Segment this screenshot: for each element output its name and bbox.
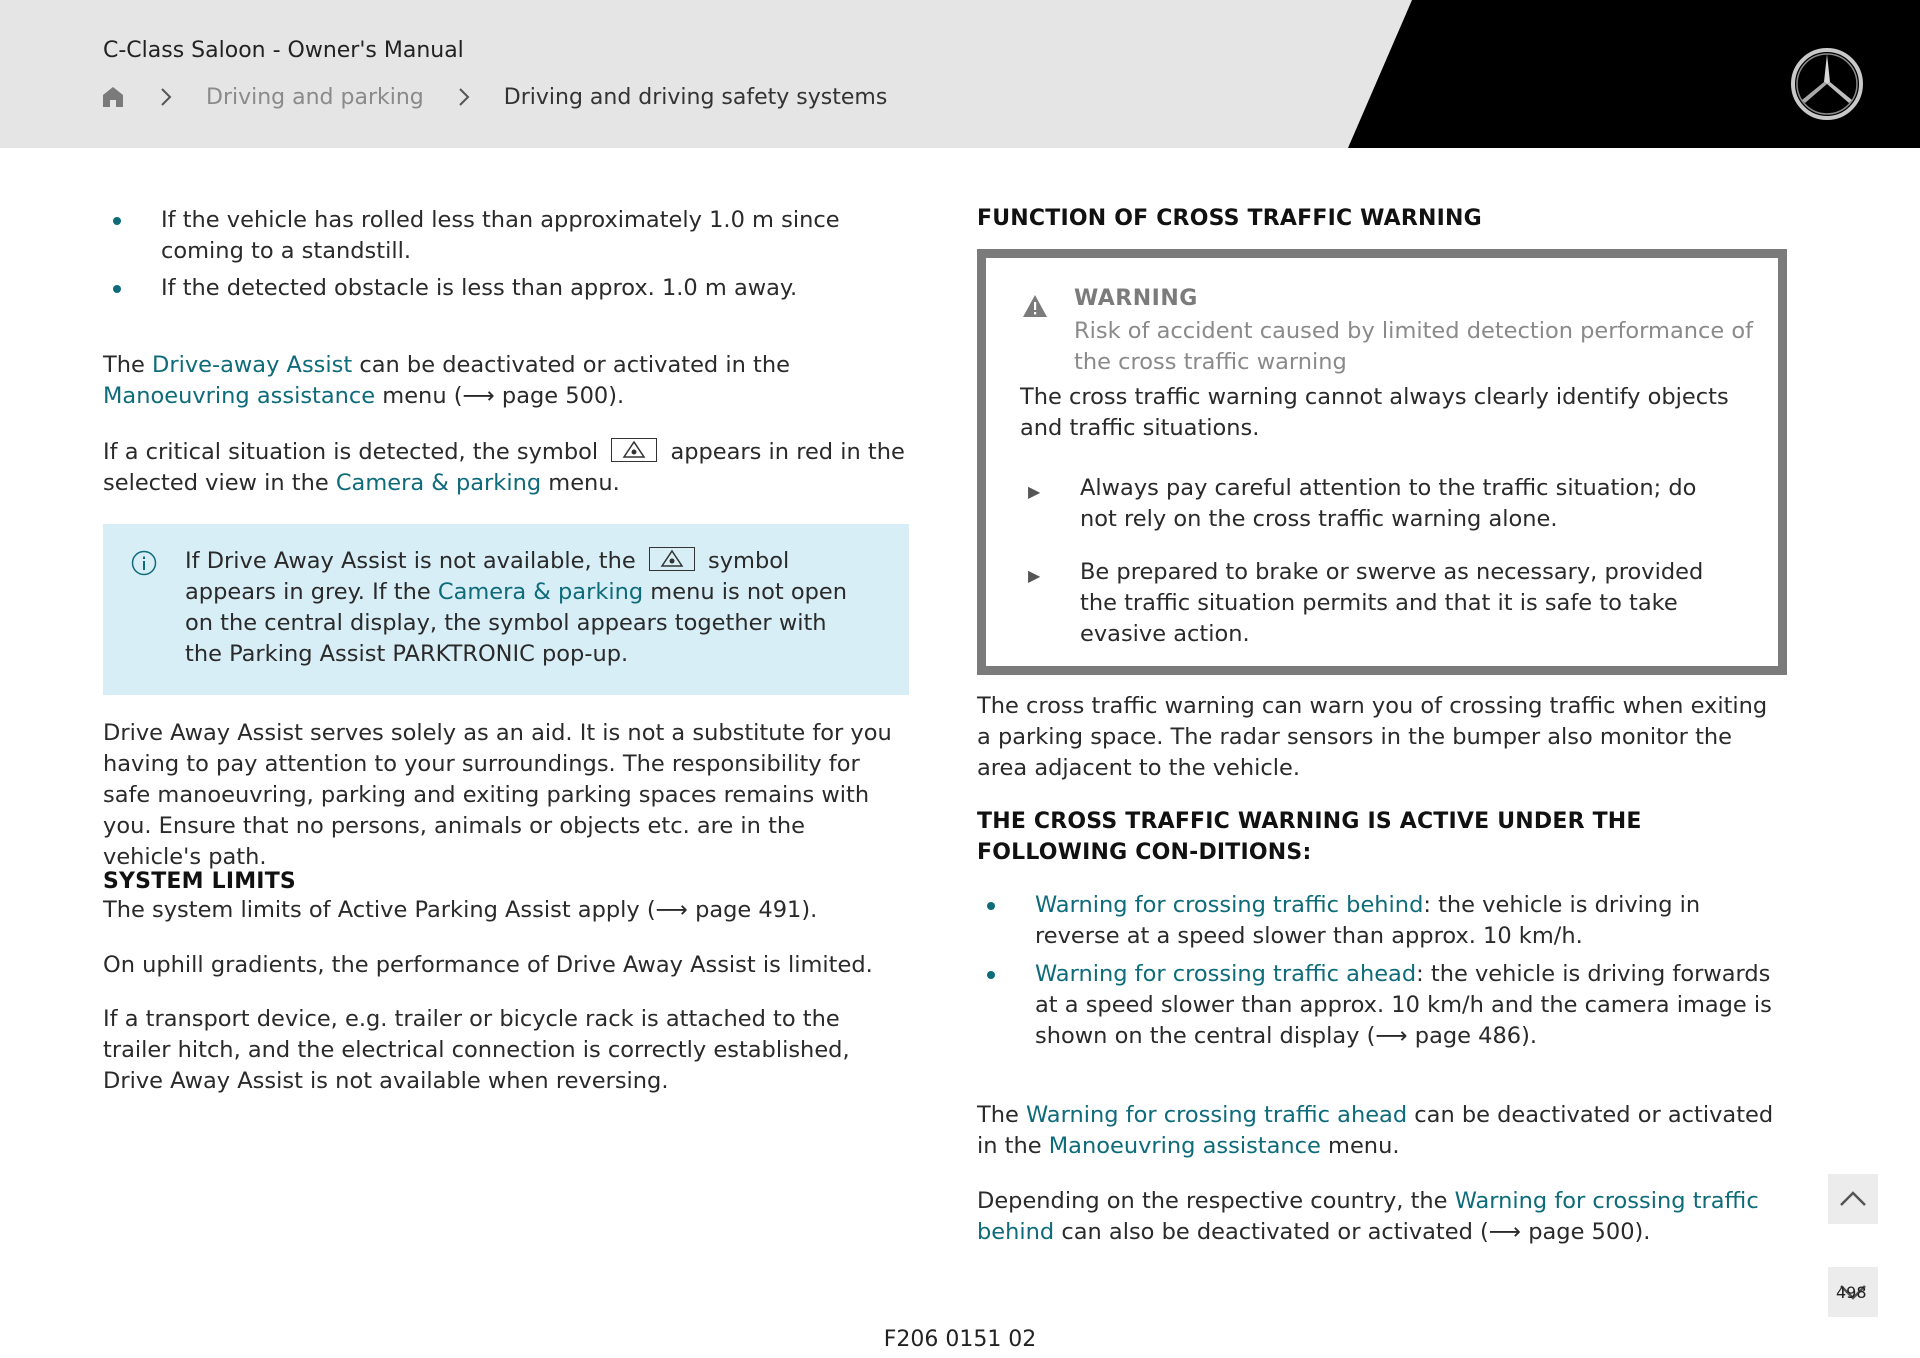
list-item [977, 959, 1787, 1052]
info-box [103, 524, 909, 695]
breadcrumb [100, 80, 887, 114]
warning-box [977, 249, 1787, 675]
step-arrow-icon: ▶ [1028, 566, 1041, 585]
warning-subtitle: Risk of accident caused by limited detection performance of the cross traffic warning [1074, 318, 1754, 375]
bullet-dot [987, 902, 995, 910]
link-drive-away-assist[interactable]: Drive-away Assist [152, 352, 353, 378]
bullet-text: Warning for crossing traffic behind: the vehicle is driving in reverse at a speed slower than approx. 10 km/h. [1035, 892, 1701, 949]
link-warning-crossing-ahead[interactable]: Warning for crossing traffic ahead [1026, 1102, 1408, 1128]
list-item [103, 273, 909, 304]
link-manoeuvring-assistance[interactable]: Manoeuvring assistance [103, 383, 376, 409]
link-camera-parking[interactable]: Camera & parking [335, 470, 542, 496]
info-icon [131, 550, 157, 576]
chevron-right-icon [452, 85, 476, 109]
document-title: C-Class Saloon - Owner's Manual [103, 38, 464, 63]
page-number: 498 [1836, 1283, 1867, 1302]
step-arrow-icon: ▶ [1028, 482, 1041, 501]
list-item [103, 205, 909, 267]
heading-system-limits: SYSTEM LIMITS [103, 869, 296, 894]
paragraph-aid-disclaimer: Drive Away Assist serves solely as an aid. It is not a substitute for you having to pay attention to your surroundings. The responsibility for safe manoeuvring, parking and exiting parking spaces remains with you. Ensure that no persons, animals or objects etc. are in the vehicle's path. [103, 720, 892, 870]
warning-step: ▶ Be prepared to brake or swerve as necessary, provided the traffic situation permits and that it is safe to take evasive action. [1028, 559, 1704, 647]
mercedes-star-logo-icon [1789, 46, 1865, 122]
paragraph-uphill: On uphill gradients, the performance of Drive Away Assist is limited. [103, 952, 873, 978]
left-column-lower [103, 718, 909, 1098]
bullet-text: If the detected obstacle is less than approx. 1.0 m away. [161, 275, 798, 301]
list-item [977, 890, 1787, 952]
warning-body: The cross traffic warning cannot always clearly identify objects and traffic situations. [1020, 384, 1729, 441]
warning-triangle-icon [1022, 294, 1048, 318]
paragraph-critical-situation: If a critical situation is detected, the symbol appears in red in the selected view in the Camera & parking menu. [103, 439, 905, 496]
warning-title: WARNING [1074, 286, 1198, 311]
paragraph-transport-device: If a transport device, e.g. trailer or bicycle rack is attached to the trailer hitch, and the electrical connection is correctly established, Drive Away Assist is not available when reversing. [103, 1006, 850, 1094]
paragraph-drive-away-menu: The Drive-away Assist can be deactivated or activated in the Manoeuvring assistance menu (⟶ page 500). [103, 352, 790, 409]
info-text: If Drive Away Assist is not available, the symbol appears in grey. If the Camera & parking menu is not open on the central display, the symbol appears together with the Parking Assist PARKTRONIC pop-up. [185, 548, 848, 667]
chevron-right-icon [154, 85, 178, 109]
footer-code: F206 0151 02 [883, 1327, 1037, 1352]
link-warning-crossing-behind[interactable]: Warning for crossing traffic behind [1035, 892, 1424, 918]
drive-away-symbol-icon [611, 438, 657, 462]
paragraph-system-limits: The system limits of Active Parking Assist apply (⟶ page 491). [103, 897, 818, 923]
home-icon[interactable] [100, 84, 126, 110]
header-black-panel [0, 0, 1920, 148]
drive-away-symbol-icon [649, 547, 695, 571]
link-warning-crossing-ahead[interactable]: Warning for crossing traffic ahead [1035, 961, 1417, 987]
bullet-dot [113, 285, 121, 293]
link-manoeuvring-assistance[interactable]: Manoeuvring assistance [1048, 1133, 1321, 1159]
paragraph-cross-traffic-intro: The cross traffic warning can warn you of crossing traffic when exiting a parking space. The radar sensors in the bumper also monitor the area adjacent to the vehicle. [977, 693, 1768, 781]
chevron-up-icon [1838, 1189, 1868, 1209]
bullet-dot [987, 971, 995, 979]
bullet-dot [113, 217, 121, 225]
breadcrumb-current: Driving and driving safety systems [503, 84, 888, 110]
link-camera-parking[interactable]: Camera & parking [437, 579, 644, 605]
page-header [0, 0, 1920, 148]
paragraph-deactivate-ahead: The Warning for crossing traffic ahead can be deactivated or activated in the Manoeuvring assistance menu. [977, 1102, 1774, 1159]
breadcrumb-link-driving-and-parking[interactable]: Driving and parking [206, 84, 424, 110]
heading-function-cross-traffic: FUNCTION OF CROSS TRAFFIC WARNING [977, 206, 1482, 231]
paragraph-deactivate-behind: Depending on the respective country, the Warning for crossing traffic behind can also be deactivated or activated (⟶ page 500). [977, 1188, 1759, 1245]
heading-active-conditions: THE CROSS TRAFFIC WARNING IS ACTIVE UNDER THE FOLLOWING CON-DITIONS: [977, 809, 1642, 865]
bullet-text: Warning for crossing traffic ahead: the vehicle is driving forwards at a speed slower than approx. 10 km/h and the camera image is shown on the central display (⟶ page 486). [1035, 961, 1772, 1049]
warning-step: ▶ Always pay careful attention to the traffic situation; do not rely on the cross traffic warning alone. [1028, 475, 1697, 532]
scroll-up-button[interactable] [1828, 1174, 1878, 1224]
bullet-text: If the vehicle has rolled less than approximately 1.0 m since coming to a standstill. [161, 207, 840, 264]
right-column [977, 691, 1787, 1251]
link-warning-crossing-behind[interactable]: Warning for crossing traffic behind [977, 1188, 1759, 1245]
